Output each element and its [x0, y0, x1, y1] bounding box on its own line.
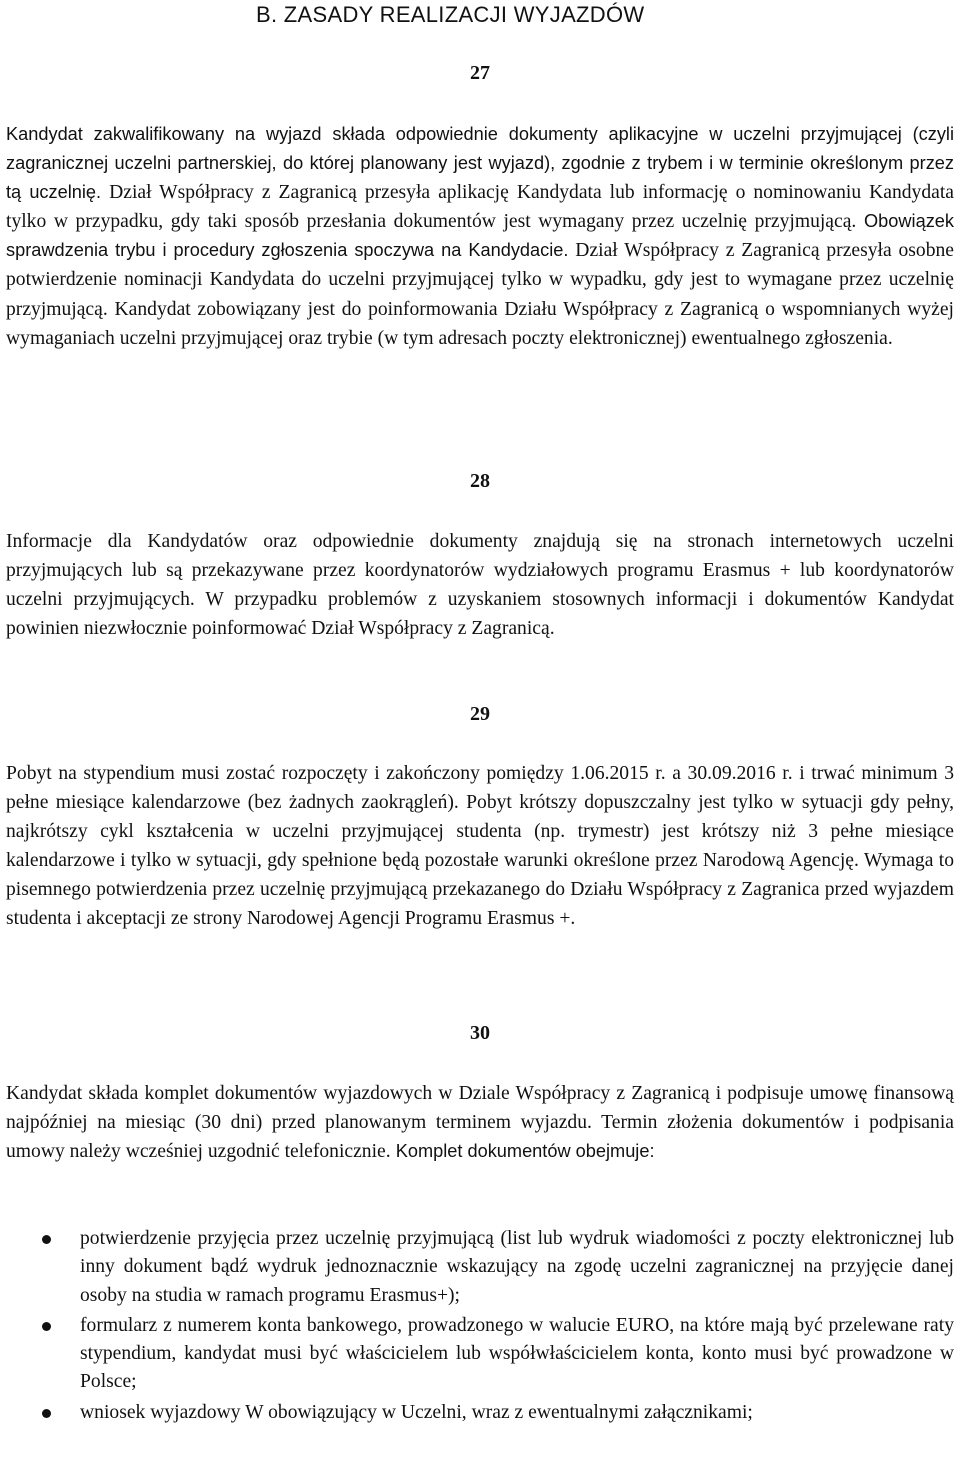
- paragraph-30-sentence-1: Kandydat składa komplet dokumentów wyjazdowych w Dziale Współpracy z Zagranicą i podpisuje umowę finansową najpóźniej na miesiąc (30 dni) przed planowanym terminem wyjazdu. Termin złożenia dokumentów i podpisania umowy należy wcześniej uzgodnić telefonicznie.: [6, 1083, 954, 1163]
- paragraph-29: [6, 759, 954, 934]
- paragraph-28: [6, 527, 954, 643]
- paragraph-30: [6, 1079, 954, 1166]
- paragraph-number-29: 29: [470, 703, 490, 725]
- paragraph-27: [6, 120, 954, 353]
- list-item: [6, 1399, 954, 1427]
- paragraph-27-sentence-4: Dział Współpracy z Zagranicą przesyła osobne potwierdzenie nominacji Kandydata do uczelni przyjmującej tylko w wypadku, gdy jest to wymagane przez uczelnię przyjmującą. Kandydat zobowiązany jest do poinformowania Działu Współpracy z Zagranicą o wspomnianych wyżej wymaganiach uczelni przyjmującej oraz trybie (w tym adresach poczty elektronicznej) ewentualnego zgłoszenia.: [6, 240, 954, 349]
- section-heading: B. ZASADY REALIZACJI WYJAZDÓW: [256, 2, 645, 27]
- paragraph-number-30: 30: [470, 1022, 490, 1044]
- paragraph-28-text: Informacje dla Kandydatów oraz odpowiednie dokumenty znajdują się na stronach internetowych uczelni przyjmujących lub są przekazywane przez koordynatorów wydziałowych programu Erasmus + lub koordynatorów uczelni przyjmujących. W przypadku problemów z uzyskaniem stosownych informacji i dokumentów Kandydat powinien niezwłocznie poinformować Dział Współpracy z Zagranicą.: [6, 531, 954, 640]
- paragraph-number-28: 28: [470, 470, 490, 492]
- paragraph-number-27: 27: [470, 62, 490, 84]
- list-item: [6, 1312, 954, 1397]
- list-item: [6, 1225, 954, 1310]
- paragraph-27-sentence-1: Kandydat zakwalifikowany na wyjazd składa odpowiednie dokumenty aplikacyjne w uczelni przyjmującej (czyli zagranicznej uczelni partnerskiej, do której planowany jest wyjazd), zgodnie z trybem i w terminie określonym przez tą uczelnię.: [6, 124, 954, 203]
- document-list: [6, 1225, 954, 1429]
- bullet-icon: [42, 1235, 51, 1244]
- paragraph-29-text: Pobyt na stypendium musi zostać rozpoczęty i zakończony pomiędzy 1.06.2015 r. a 30.09.2016 r. i trwać minimum 3 pełne miesiące kalendarzowe (bez żadnych zaokrągleń). Pobyt krótszy dopuszczalny jest tylko w sytuacji gdy pełny, najkrótszy cykl kształcenia w uczelni przyjmującej studenta (np. trymestr) jest krótszy niż 3 pełne miesiące kalendarzowe i tylko w sytuacji, gdy spełnione będą pozostałe warunki określone przez Narodową Agencję. Wymaga to pisemnego potwierdzenia przez uczelnię przyjmującą przekazanego do Działu Współpracy z Zagranica przed wyjazdem studenta i akceptacji ze strony Narodowej Agencji Programu Erasmus +.: [6, 763, 954, 930]
- list-item-text: potwierdzenie przyjęcia przez uczelnię przyjmującą (list lub wydruk wiadomości z poczty elektronicznej lub inny dokument bądź wydruk jednoznacznie wskazujący na zgodę uczelni zagranicznej na przyjęcie danej osoby na studia w ramach programu Erasmus+);: [80, 1228, 954, 1306]
- paragraph-27-sentence-3: Obowiązek sprawdzenia trybu i procedury zgłoszenia spoczywa na Kandydacie.: [6, 211, 954, 261]
- bullet-icon: [42, 1322, 51, 1331]
- paragraph-27-sentence-2: Dział Współpracy z Zagranicą przesyła aplikację Kandydata lub informację o nominowaniu Kandydata tylko w przypadku, gdy taki sposób przesłania dokumentów jest wymagany przez uczelnię przyjmującą.: [6, 182, 954, 233]
- bullet-icon: [42, 1409, 51, 1418]
- paragraph-30-sentence-2: Komplet dokumentów obejmuje:: [390, 1141, 655, 1162]
- list-item-text: formularz z numerem konta bankowego, prowadzonego w walucie EURO, na które mają być przelewane raty stypendium, kandydat musi być właścicielem lub współwłaścicielem konta, konto musi być prowadzone w Polsce;: [80, 1314, 954, 1393]
- list-item-text: wniosek wyjazdowy W obowiązujący w Uczelni, wraz z ewentualnymi załącznikami;: [80, 1401, 753, 1423]
